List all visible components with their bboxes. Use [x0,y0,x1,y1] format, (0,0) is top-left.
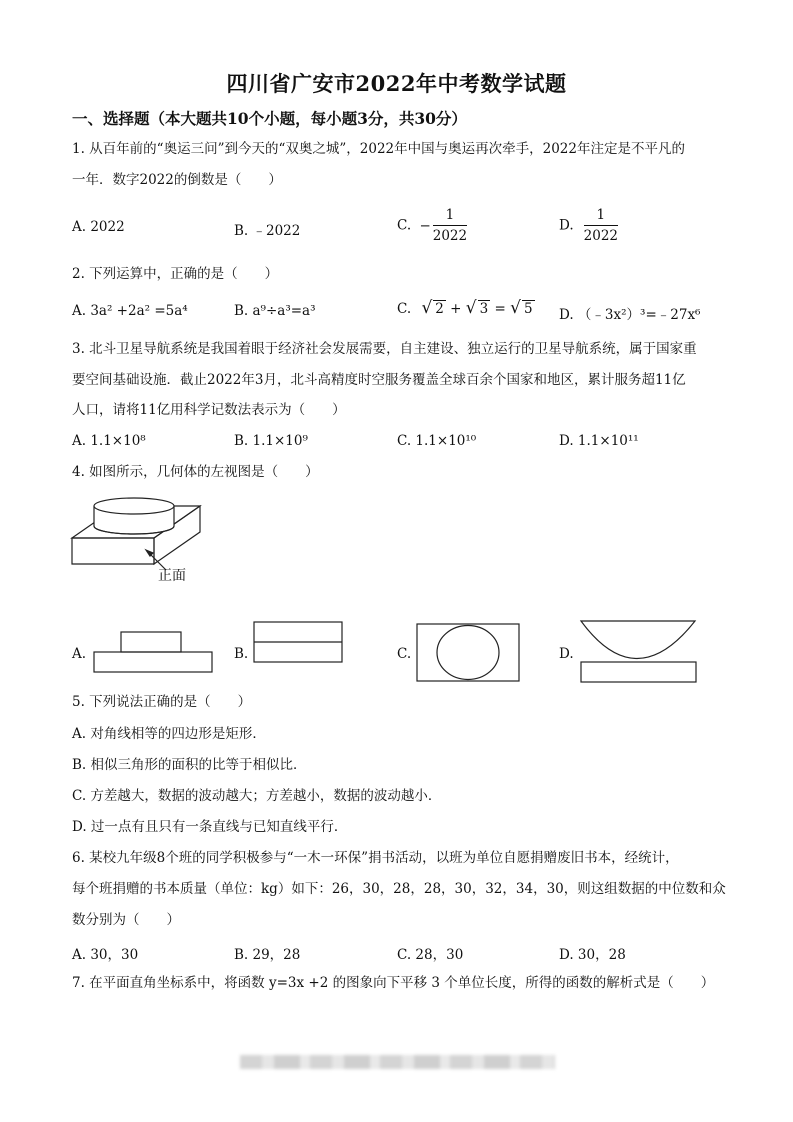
radical-sign-icon: √ [421,298,433,318]
blurred-footer-watermark [240,1055,555,1069]
q4-option-d-figure [578,618,700,686]
question-3-line-3: 人口，请将11亿用科学记数法表示为（ ） [72,402,346,418]
q2-option-c-radicand-1: 2 [435,301,444,317]
question-1-line-2: 一年．数字2022的倒数是（ ） [72,172,282,188]
q1-option-c-sign: − [419,217,431,234]
question-6-line-1: 6. 某校九年级8个班的同学积极参与“一木一环保”捐书活动，以班为单位自愿捐赠废旧书本，经统计， [72,850,679,866]
q2-option-c-equals: = [494,301,506,317]
question-3-line-1: 3. 北斗卫星导航系统是我国着眼于经济社会发展需要，自主建设、独立运行的卫星导航系统，属于国家重 [72,341,697,357]
arrow-head-icon [146,550,153,556]
q2-option-c-plus: + [450,301,462,317]
q6-option-d: D. 30，28 [559,947,626,963]
geometry-solid-figure [66,492,216,588]
q6-option-a: A. 30，30 [72,947,139,963]
q4-option-c-label: C. [397,646,412,662]
q5-option-d: D. 过一点有且只有一条直线与已知直线平行． [72,819,348,835]
q1-option-d-denominator: 2022 [583,228,618,244]
q2-option-c-radicand-3: 5 [523,301,533,317]
question-6-line-2: 每个班捐赠的书本质量（单位：kg）如下：26，30，28，28，30，32，34，30，则这组数据的中位数和众 [72,881,726,897]
q4-option-a-label: A. [72,646,87,662]
q3-option-b: B. 1.1×10⁹ [234,433,308,449]
question-3-line-2: 要空间基础设施．截止2022年3月，北斗高精度时空服务覆盖全球百余个国家和地区，累计服务超11亿 [72,372,686,388]
q4-option-d-label: D. [559,646,574,662]
q4-option-b-figure [252,620,346,666]
question-1-line-1: 1. 从百年前的“奥运三问”到今天的“双奥之城”，2022年中国与奥运再次牵手，2022年注定是不平凡的 [72,141,685,157]
q4-option-a-figure [92,630,216,676]
cylinder-top [94,498,174,514]
q1-option-c-denominator: 2022 [432,228,468,244]
question-4-stem: 4. 如图所示，几何体的左视图是（ ） [72,464,319,480]
q1-option-c-label: C. [397,217,412,234]
box-front-face [72,538,154,564]
q1-option-d-numerator: 1 [584,207,618,226]
q5-option-c: C. 方差越大，数据的波动越大；方差越小，数据的波动越小． [72,788,442,804]
bowl-shape [581,621,695,659]
q3-option-a: A. 1.1×10⁸ [72,433,146,449]
radical-sign-icon: √ [510,298,521,318]
q4-option-b-label: B. [234,646,249,662]
question-6-line-3: 数分别为（ ） [72,912,180,928]
question-5-stem: 5. 下列说法正确的是（ ） [72,694,252,710]
q3-option-d: D. 1.1×10¹¹ [559,433,639,449]
q5-option-a: A. 对角线相等的四边形是矩形． [72,726,266,742]
page-title: 四川省广安市2022年中考数学试题 [226,71,567,96]
front-view-label: 正面 [158,568,186,584]
q1-option-c-numerator: 1 [433,207,467,226]
radical-sign-icon: √ [465,298,477,318]
q2-option-c-radicand-2: 3 [479,301,489,317]
q1-option-c-fraction [433,207,467,244]
q1-option-d-label: D. [559,217,574,234]
q5-option-b: B. 相似三角形的面积的比等于相似比． [72,757,307,773]
q2-option-c-label: C. [397,301,412,317]
q1-option-d-fraction [584,207,618,244]
q4-option-c-figure [415,622,523,684]
q1-option-d [559,207,618,244]
q2-option-b: B. a⁹÷a³=a³ [234,303,316,319]
q6-option-b: B. 29，28 [234,947,301,963]
q2-option-a: A. 3a² +2a² =5a⁴ [72,303,188,319]
q3-option-c: C. 1.1×10¹⁰ [397,433,477,449]
q2-option-c [397,298,535,318]
q1-option-b: B. ﹣2022 [234,223,301,239]
question-2-stem: 2. 下列运算中，正确的是（ ） [72,266,279,282]
q1-option-a: A. 2022 [72,219,125,235]
q1-option-c [397,207,467,244]
q6-option-c: C. 28，30 [397,947,464,963]
question-7-stem: 7. 在平面直角坐标系中，将函数 y=3x +2 的图象向下平移 3 个单位长度，所得的函数的解析式是（ ） [72,975,715,991]
section-heading: 一、选择题（本大题共10个小题，每小题3分，共30分） [72,109,467,128]
q2-option-d: D. （﹣3x²）³=﹣27x⁶ [559,307,701,323]
